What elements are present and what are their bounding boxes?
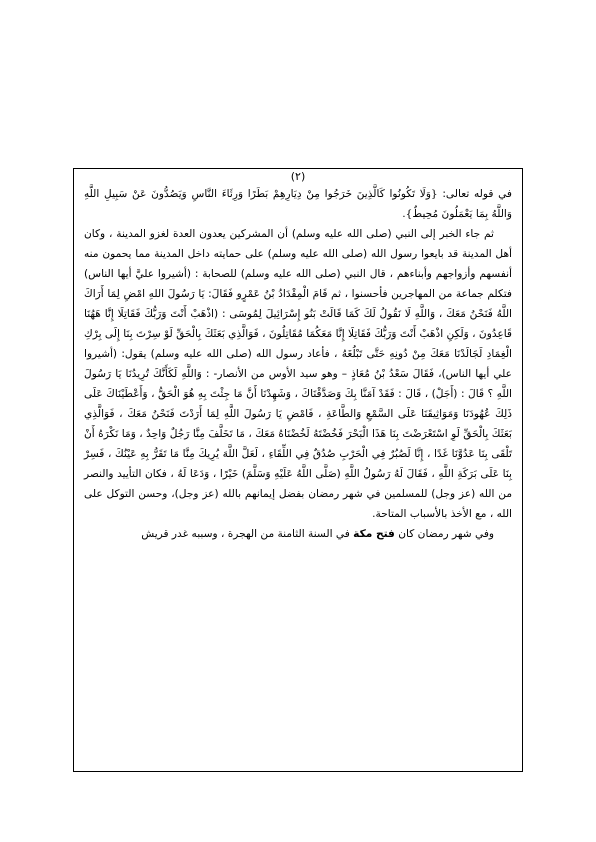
verse-intro: في قوله تعالى: — [437, 188, 512, 200]
paragraph-conquest — [84, 524, 512, 544]
paragraph-main: ثم جاء الخبر إلى النبي (صلى الله عليه وسلم) أن المشركين يعدون العدة لغزو المدينة ، وكان أهل المدينة قد بايعوا رسول الله (صلى الله عليه وسلم) على حمايته داخل المدينة مما يحمون منه أنفسهم وأزواجهم وأبناءهم ، قال النبي (صلى الله عليه وسلم) للصحابة : (أشيروا عليَّ أيها الناس) فتكلم جماعة من المهاجرين فأحسنوا ، ثم قَامَ الْمِقْدَادُ بْنُ عَمْرٍو فَقَالَ: يَا رَسُولَ اللهِ امْضِ لِمَا أَرَاكَ اللَّهُ فَنَحْنُ مَعَكَ ، وَاللَّهِ لَا نَقُولُ لَكَ كَمَا قَالَتْ بَنُو إِسْرَائِيلَ لِمُوسَى : (اذْهَبْ أَنْتَ وَرَبُّكَ فَقَاتِلَا إِنَّا هَهُنَا قَاعِدُونَ ، وَلَكِنِ اذْهَبْ أَنْتَ وَرَبُّكَ فَقَاتِلَا إِنَّا مَعَكُمَا مُقَاتِلُونَ ، فَوَالَّذِي بَعَثَكَ بِالْحَقِّ لَوْ سِرْتَ بِنَا إِلَى بِرْكِ الْغِمَادِ لَجَالَدْنَا مَعَكَ مِنْ دُونِهِ حَتَّى تَبْلُغَهُ ، فأعاد رسول الله (صلى الله عليه وسلم) يقول: (أشيروا علي أيها الناس)، فَقَالَ سَعْدُ بْنُ مُعَاذٍ – وهو سيد الأوس من الأنصار- : وَاللَّهِ لَكَأَنَّكَ تُرِيدُنَا يَا رَسُولَ اللَّهِ ؟ قَالَ : (أَجَلْ) ، قَالَ : فَقَدْ آمَنَّا بِكَ وَصَدَّقْنَاكَ ، وَشَهِدْنَا أَنَّ مَا جِئْتَ بِهِ هُوَ الْحَقُّ ، وَأَعْطَيْنَاكَ عَلَى ذَلِكَ عُهُودَنَا وَمَوَاثِيقَنَا عَلَى السَّمْعِ وَالطَّاعَةِ ، فَامْضِ يَا رَسُولَ اللَّهِ لِمَا أَرَدْتَ فَنَحْنُ مَعَكَ ، فَوَالَّذِي بَعَثَكَ بِالْحَقِّ لَوِ اسْتَعْرَضْتَ بِنَا هَذَا الْبَحْرَ فَخُضْتَهُ لَخُضْنَاهُ مَعَكَ ، مَا تَخَلَّفَ مِنَّا رَجُلٌ وَاحِدٌ ، وَمَا نَكْرَهُ أَنْ تَلْقَى بِنَا عَدُوَّنَا غَدًا ، إِنَّا لَصُبُرٌ فِي الْحَرْبِ صُدُقٌ فِي اللِّقَاءِ ، لَعَلَّ اللَّهَ يُرِيكَ مِنَّا مَا تَقَرُّ بِهِ عَيْنُكَ ، فَسِرْ بِنَا عَلَى بَرَكَةِ اللَّهِ ، فَقَالَ لَهُ رَسُولُ اللَّهِ (صَلَّى اللَّهُ عَلَيْهِ وَسَلَّمَ) خَيْرًا ، وَدَعَا لَهُ ، فكان التأييد والنصر من الله (عز وجل) للمسلمين في شهر رمضان بفضل إيمانهم بالله (عز وجل)، وحسن التوكل على الله ، مع الأخذ بالأسباب المتاحة. — [84, 228, 512, 520]
paragraph-conquest-after: في السنة الثامنة من الهجرة ، وسببه غدر قريش — [141, 528, 354, 540]
page-number: (٢) — [290, 170, 306, 183]
document-body — [84, 184, 512, 544]
quran-verse: {وَلَا تَكُونُوا كَالَّذِينَ خَرَجُوا مِنْ دِيَارِهِمْ بَطَرًا وَرِئَاءَ النَّاسِ وَيَصُدُّونَ عَنْ سَبِيلِ اللَّهِ وَاللَّهُ بِمَا يَعْمَلُونَ مُحِيطٌ}. — [84, 188, 512, 220]
paragraph-verse — [84, 184, 512, 224]
paragraph-conquest-before: وفي شهر رمضان كان — [394, 528, 494, 540]
paragraph-conquest-bold: فتح مكة — [353, 528, 395, 540]
